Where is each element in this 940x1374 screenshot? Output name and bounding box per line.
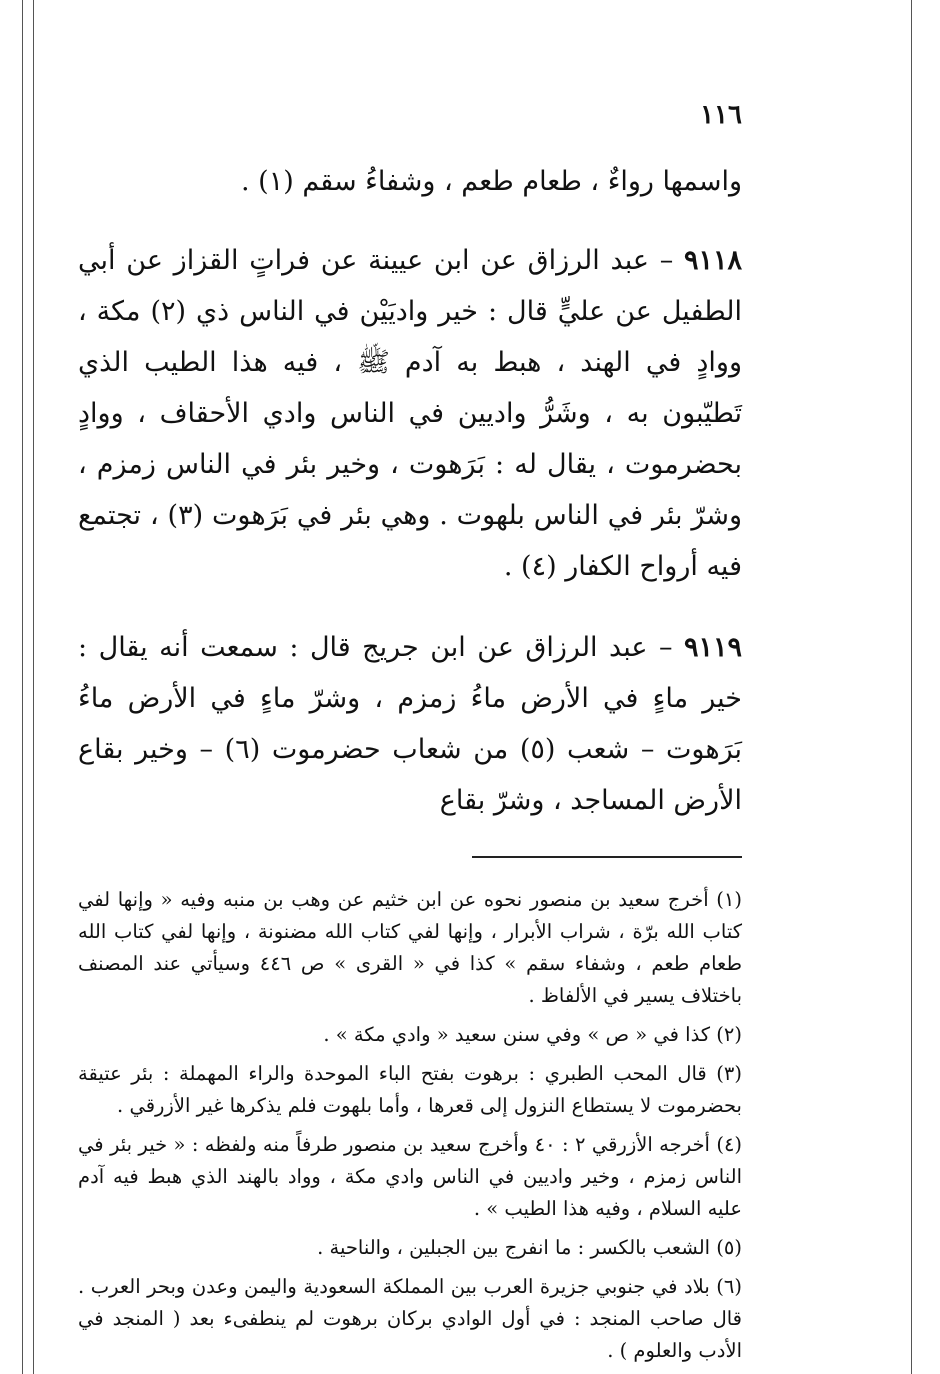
footnote: (٢) كذا في « ص » وفي سنن سعيد « وادي مكة » . <box>323 1023 742 1046</box>
hadith-number: ٩١١٨ <box>683 245 742 276</box>
opening-line: واسمها رواءٌ ، طعام طعم ، وشفاءُ سقم (١) . <box>241 166 742 197</box>
book-page <box>78 100 742 1374</box>
page-number: ١١٦ <box>700 100 742 130</box>
footnote: (٣) قال المحب الطبري : برهوت بفتح الباء الموحدة والراء المهملة : بئر عتيقة بحضرموت لا يستطاع النزول إلى قعرها ، وأما بلهوت فلم يذكرها غير الأزرقي . <box>78 1062 742 1117</box>
hadith-number: ٩١١٩ <box>683 632 742 663</box>
footnote: (٥) الشعب بالكسر : ما انفرج بين الجبلين ، والناحية . <box>317 1236 742 1259</box>
footnote: (١) أخرج سعيد بن منصور نحوه عن ابن خثيم عن وهب بن منبه وفيه « وإنها لفي كتاب الله برّة ، شراب الأبرار ، وإنها لفي كتاب الله مضنونة ، وإنها لفي كتاب الله طعام طعم ، وشفاء سقم » كذا في « القرى » ص ٤٤٦ وسيأتي عند المصنف باختلاف يسير في الألفاظ . <box>78 888 742 1007</box>
footnotes <box>78 884 742 1367</box>
hadith-text: – عبد الرزاق عن ابن جريج قال : سمعت أنه يقال : خير ماءٍ في الأرض ماءُ زمزم ، وشرّ ماءٍ في الأرض ماءُ بَرَهوت – شعب (٥) من شعاب حضرموت (٦) – وخير بقاع الأرض المساجد ، وشرّ بقاع <box>78 632 742 816</box>
footnote: (٤) أخرجه الأزرقي ٢ : ٤٠ وأخرج سعيد بن منصور طرفاً منه ولفظه : « خير بئر في الناس زمزم ، وخير واديين في الناس وادي مكة ، وواد بالهند الذي هبط فيه آدم عليه السلام ، وفيه هذا الطيب » . <box>78 1133 743 1220</box>
hadith-paragraph <box>78 235 742 592</box>
hadith-paragraph <box>78 622 742 826</box>
hadith-text: – عبد الرزاق عن ابن عيينة عن فراتٍ القزاز عن أبي الطفيل عن عليٍّ قال : خير واديَيْن في الناس ذي (٢) مكة ، ووادٍ في الهند ، هبط به آدم ﷺ ، فيه هذا الطيب الذي تَطيّبون به ، وشَرُّ واديين في الناس وادي الأحقاف ، ووادٍ بحضرموت ، يقال له : بَرَهوت ، وخير بئر في الناس زمزم ، وشرّ بئر في الناس بلهوت . وهي بئر في بَرَهوت (٣) ، تجتمع فيه أرواح الكفار (٤) . <box>78 245 742 582</box>
main-text <box>78 156 742 826</box>
footnote-divider <box>472 856 742 858</box>
scan-edge-line <box>911 0 912 1374</box>
scan-edge-line <box>33 0 34 1374</box>
footnote: (٦) بلاد في جنوبي جزيرة العرب بين المملكة السعودية واليمن وعدن وبحر العرب . قال صاحب المنجد : في أول الوادي بركان برهوت لم ينطفىء بعد ( المنجد في الأدب والعلوم ) . <box>78 1275 742 1362</box>
scan-edge-line <box>22 0 23 1374</box>
